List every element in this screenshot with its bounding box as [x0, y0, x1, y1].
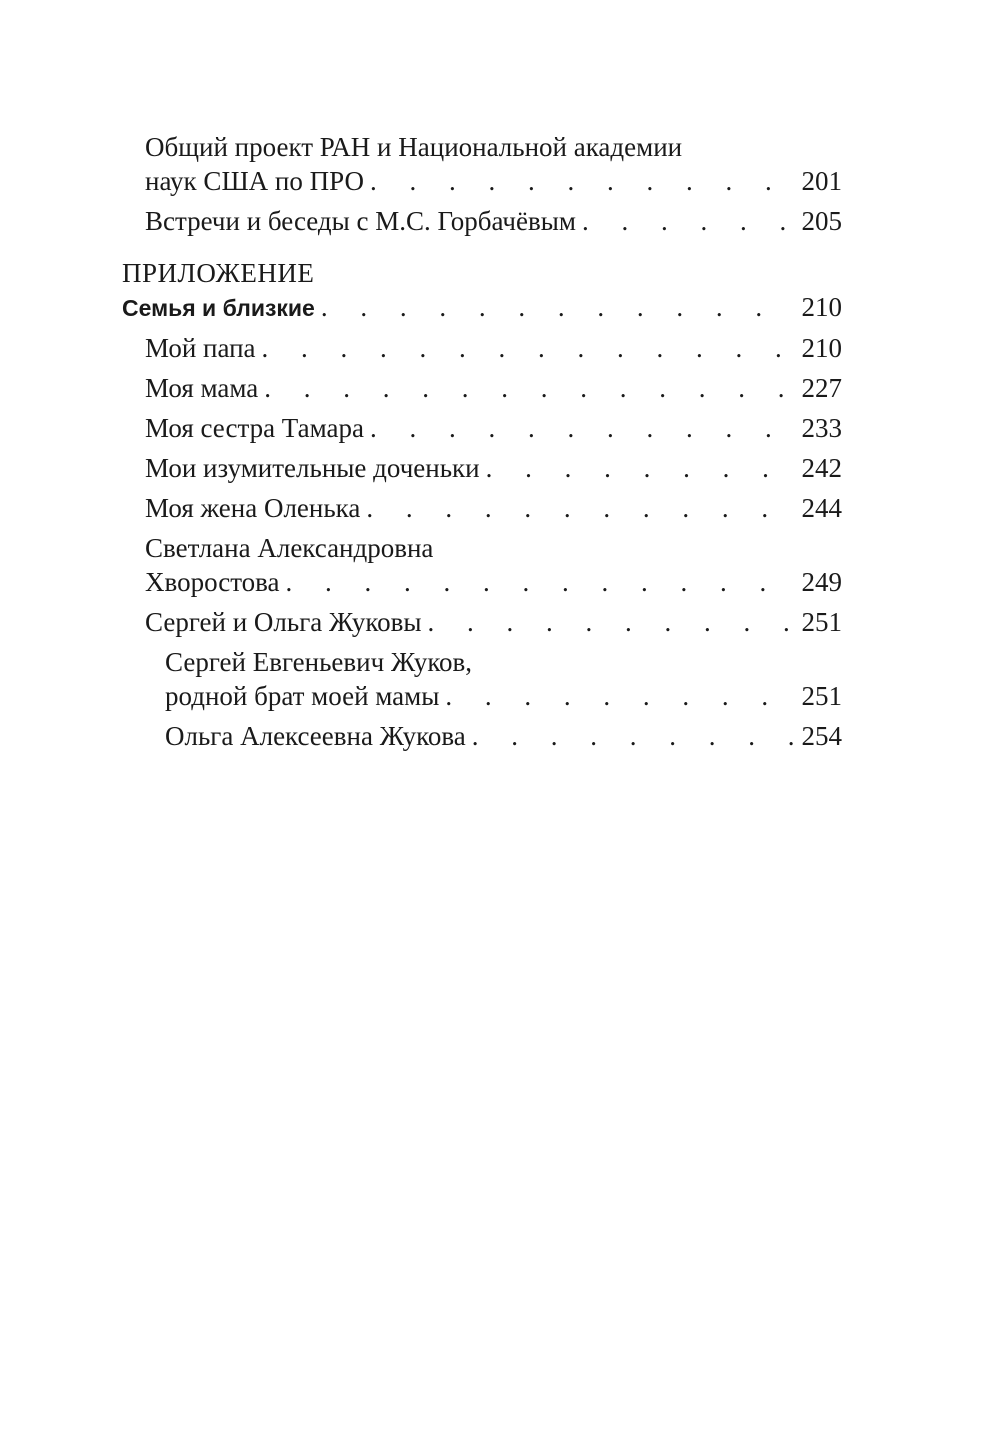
toc-entry	[145, 491, 842, 525]
leader-dots	[264, 371, 795, 405]
toc-entry	[145, 371, 842, 405]
toc-entry-title: Мои изумительные доченьки	[145, 453, 480, 483]
toc-entry	[145, 204, 842, 238]
toc-entry	[145, 605, 842, 639]
toc-entry-title-line: Светлана Александровна	[145, 533, 434, 563]
toc-section-title: Семья и близкие	[122, 295, 315, 321]
leader-dots	[366, 491, 795, 525]
toc-entry-title: Встречи и беседы с М.С. Горбачёвым	[145, 206, 576, 236]
toc-entry	[122, 290, 842, 325]
toc-entry	[145, 130, 842, 198]
toc-entry-title: Моя мама	[145, 373, 259, 403]
toc-page-number: 233	[801, 413, 842, 443]
toc-page-number: 227	[801, 373, 842, 403]
leader-dots	[321, 290, 796, 324]
leader-dots	[286, 565, 796, 599]
leader-dots	[370, 164, 796, 198]
toc-entry-title: Сергей и Ольга Жуковы	[145, 607, 422, 637]
appendix-heading: ПРИЛОЖЕНИЕ	[122, 258, 315, 288]
toc-page-number: 210	[801, 292, 842, 322]
toc-entry	[165, 645, 842, 713]
toc-entry-title: Ольга Алексеевна Жукова	[165, 721, 466, 751]
toc-entry	[145, 331, 842, 365]
toc-entry	[145, 531, 842, 599]
toc-entry-title-line: наук США по ПРО	[145, 166, 364, 196]
toc-entry	[145, 451, 842, 485]
leader-dots	[582, 204, 796, 238]
toc-entry-title-line: Хворостова	[145, 567, 280, 597]
toc-page-number: 244	[801, 493, 842, 523]
toc-page-number: 249	[801, 567, 842, 597]
leader-dots	[428, 605, 796, 639]
toc-page-number: 254	[801, 721, 842, 751]
toc-entry-title: Мой папа	[145, 333, 256, 363]
toc-entry	[145, 411, 842, 445]
leader-dots	[445, 679, 795, 713]
table-of-contents	[0, 130, 1000, 753]
toc-page-number: 210	[801, 333, 842, 363]
leader-dots	[472, 719, 796, 753]
toc-entry-title: Моя жена Оленька	[145, 493, 361, 523]
toc-page-number: 251	[801, 607, 842, 637]
leader-dots	[262, 331, 796, 365]
leader-dots	[370, 411, 796, 445]
toc-page-number: 205	[801, 206, 842, 236]
toc-entry-title-line: Сергей Евгеньевич Жуков,	[165, 647, 473, 677]
toc-entry	[165, 719, 842, 753]
toc-entry-title-line: родной брат моей мамы	[165, 681, 440, 711]
toc-page-number: 251	[801, 681, 842, 711]
toc-page-number: 201	[801, 166, 842, 196]
leader-dots	[486, 451, 796, 485]
toc-entry-title: Моя сестра Тамара	[145, 413, 364, 443]
toc-entry-title-line: Общий проект РАН и Национальной академии	[145, 132, 683, 162]
toc-page-number: 242	[801, 453, 842, 483]
